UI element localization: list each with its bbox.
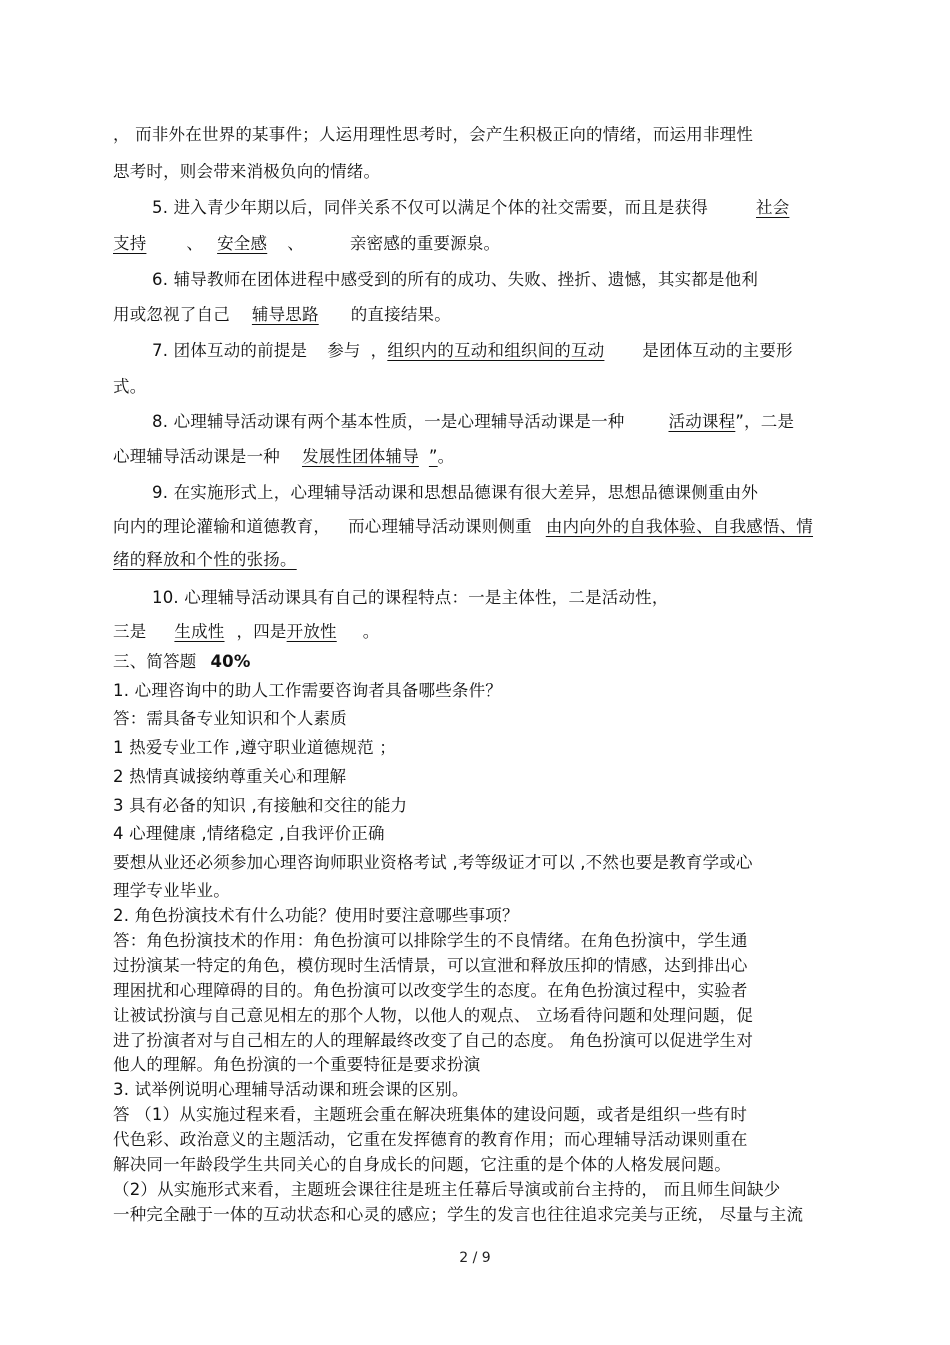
- question-5-cont-line: [113, 233, 500, 255]
- answer-line: 答 （1）从实施过程来看，主题班会重在解决班集体的建设问题，或者是组织一些有时: [113, 1105, 748, 1124]
- answer-line: 理困扰和心理障碍的目的。角色扮演可以改变学生的态度。在角色扮演过程中，实验者: [113, 981, 748, 1000]
- answer-line: 让被试扮演与自己意见相左的那个人物，以他人的观点、 立场看待问题和处理问题，促: [113, 1006, 754, 1025]
- question-7-line: [152, 340, 793, 362]
- question-9-cont2-line: [113, 549, 311, 571]
- answer-line: 2 热情真诚接纳尊重关心和理解: [113, 767, 347, 786]
- answer-line: 3 具有必备的知识 ,有接触和交往的能力: [113, 796, 408, 815]
- section-title: 三、简答题: [113, 652, 197, 671]
- text-fragment: 、: [287, 234, 304, 253]
- answer-text: 组织内的互动和组织间的互动: [387, 341, 605, 360]
- answer-blank: [287, 622, 363, 641]
- text-fragment: 亲密感的重要源泉。: [349, 234, 501, 253]
- answer-blank: [240, 305, 351, 324]
- text-line: 式。: [113, 377, 147, 396]
- question-9-cont-line: [113, 516, 813, 538]
- answer-blank: [113, 550, 311, 569]
- page-number: 2 / 9: [459, 1250, 491, 1266]
- answer-blank: 支持: [113, 234, 147, 253]
- text-fragment: 。: [437, 447, 455, 466]
- question-8-line: [152, 411, 794, 433]
- answer-line: 进了扮演者对与自己相左的人的理解最终改变了自己的态度。 角色扮演可以促进学生对: [113, 1031, 754, 1050]
- answer-line: 解决同一年龄段学生共同关心的自身成长的问题，它注重的是个体的人格发展问题。: [113, 1155, 731, 1174]
- answer-line: 代色彩、政治意义的主题活动，它重在发挥德育的教育作用；而心理辅导活动课则重在: [113, 1130, 748, 1149]
- answer-line: （2）从实施形式来看，主题班会课往往是班主任幕后导演或前台主持的， 而且师生间缺少: [113, 1180, 781, 1199]
- text-fragment: 、: [186, 234, 204, 253]
- question-9-line: 9. 在实施形式上，心理辅导活动课和思想品德课有很大差异，思想品德课侧重由外: [152, 483, 759, 502]
- text-fragment: 7. 团体互动的前提是: [152, 341, 308, 360]
- question-text: 5. 进入青少年期以后，同伴关系不仅可以满足个体的社交需要，而且是获得: [152, 198, 708, 217]
- answer-text: 绪的释放和个性的张扬。: [113, 550, 297, 569]
- question-line: 2. 角色扮演技术有什么功能？使用时要注意哪些事项？: [113, 906, 519, 925]
- answer-line: 答：需具备专业知识和个人素质: [113, 709, 347, 728]
- answer-line: 答：角色扮演技术的作用：角色扮演可以排除学生的不良情绪。在角色扮演中，学生通: [113, 931, 748, 950]
- text-fragment: 是团体互动的主要形: [642, 341, 793, 360]
- question-6-cont-line: [113, 304, 451, 326]
- answer-blank: [302, 447, 438, 466]
- text-line: ， 而非外在世界的某事件；人运用理性思考时，会产生积极正向的情绪，而运用非理性: [113, 125, 754, 144]
- answer-text: 辅导思路: [251, 305, 319, 324]
- answer-line: 一种完全融于一体的互动状态和心灵的感应；学生的发言也往往追求完美与正统， 尽量与主流: [113, 1205, 804, 1224]
- answer-line: 理学专业毕业。: [113, 881, 230, 900]
- answer-text: 活动课程: [668, 412, 736, 431]
- text-fragment: 而心理辅导活动课则侧重: [348, 517, 532, 536]
- text-fragment: 参与: [327, 341, 361, 360]
- text-fragment: 的直接结果。: [350, 305, 451, 324]
- answer-line: 他人的理解。角色扮演的一个重要特征是要求扮演: [113, 1055, 481, 1074]
- answer-blank: 安全感: [217, 234, 268, 253]
- section-heading: [113, 651, 251, 673]
- text-fragment: 。: [362, 622, 380, 641]
- text-fragment: 向内的理论灌输和道德教育，: [113, 517, 331, 536]
- text-fragment: 三是: [113, 622, 147, 641]
- answer-blank: [174, 622, 236, 641]
- question-10-cont-line: [113, 621, 379, 643]
- question-6-line: 6. 辅导教师在团体进程中感受到的所有的成功、失败、挫折、遗憾，其实都是他利: [152, 270, 759, 289]
- text-fragment: ”: [428, 447, 438, 466]
- answer-text: 开放性: [286, 622, 337, 641]
- answer-blank: 社会: [756, 198, 790, 217]
- answer-text: 生成性: [174, 622, 225, 641]
- text-fragment: ”，二是: [735, 412, 795, 431]
- answer-blank: [387, 341, 642, 360]
- text-fragment: ，: [370, 341, 388, 360]
- answer-text: 发展性团体辅导: [302, 447, 419, 466]
- text-fragment: 8. 心理辅导活动课有两个基本性质，一是心理辅导活动课是一种: [152, 412, 625, 431]
- answer-blank: 由内向外的自我体验、自我感悟、情: [545, 517, 814, 536]
- question-10-line: 10. 心理辅导活动课具有自己的课程特点：一是主体性，二是活动性，: [152, 588, 669, 607]
- question-line: 1. 心理咨询中的助人工作需要咨询者具备哪些条件？: [113, 681, 502, 700]
- answer-line: 1 热爱专业工作 ,遵守职业道德规范 ；: [113, 738, 396, 757]
- answer-line: 过扮演某一特定的角色，模仿现时生活情景，可以宣泄和释放压抑的情感，达到排出心: [113, 956, 748, 975]
- answer-blank: [661, 412, 736, 431]
- text-fragment: 心理辅导活动课是一种: [113, 447, 280, 466]
- section-score: 40%: [210, 652, 251, 671]
- text-line: 思考时，则会带来消极负向的情绪。: [113, 162, 381, 181]
- answer-line: 要想从业还必须参加心理咨询师职业资格考试 ,考等级证才可以 ,不然也要是教育学或心: [113, 853, 753, 872]
- answer-line: 4 心理健康 ,情绪稳定 ,自我评价正确: [113, 824, 385, 843]
- question-5-line: [152, 197, 789, 219]
- text-fragment: 用或忽视了自己: [113, 305, 230, 324]
- text-fragment: ，四是: [236, 622, 287, 641]
- question-8-cont-line: [113, 446, 454, 468]
- question-line: 3. 试举例说明心理辅导活动课和班会课的区别。: [113, 1080, 469, 1099]
